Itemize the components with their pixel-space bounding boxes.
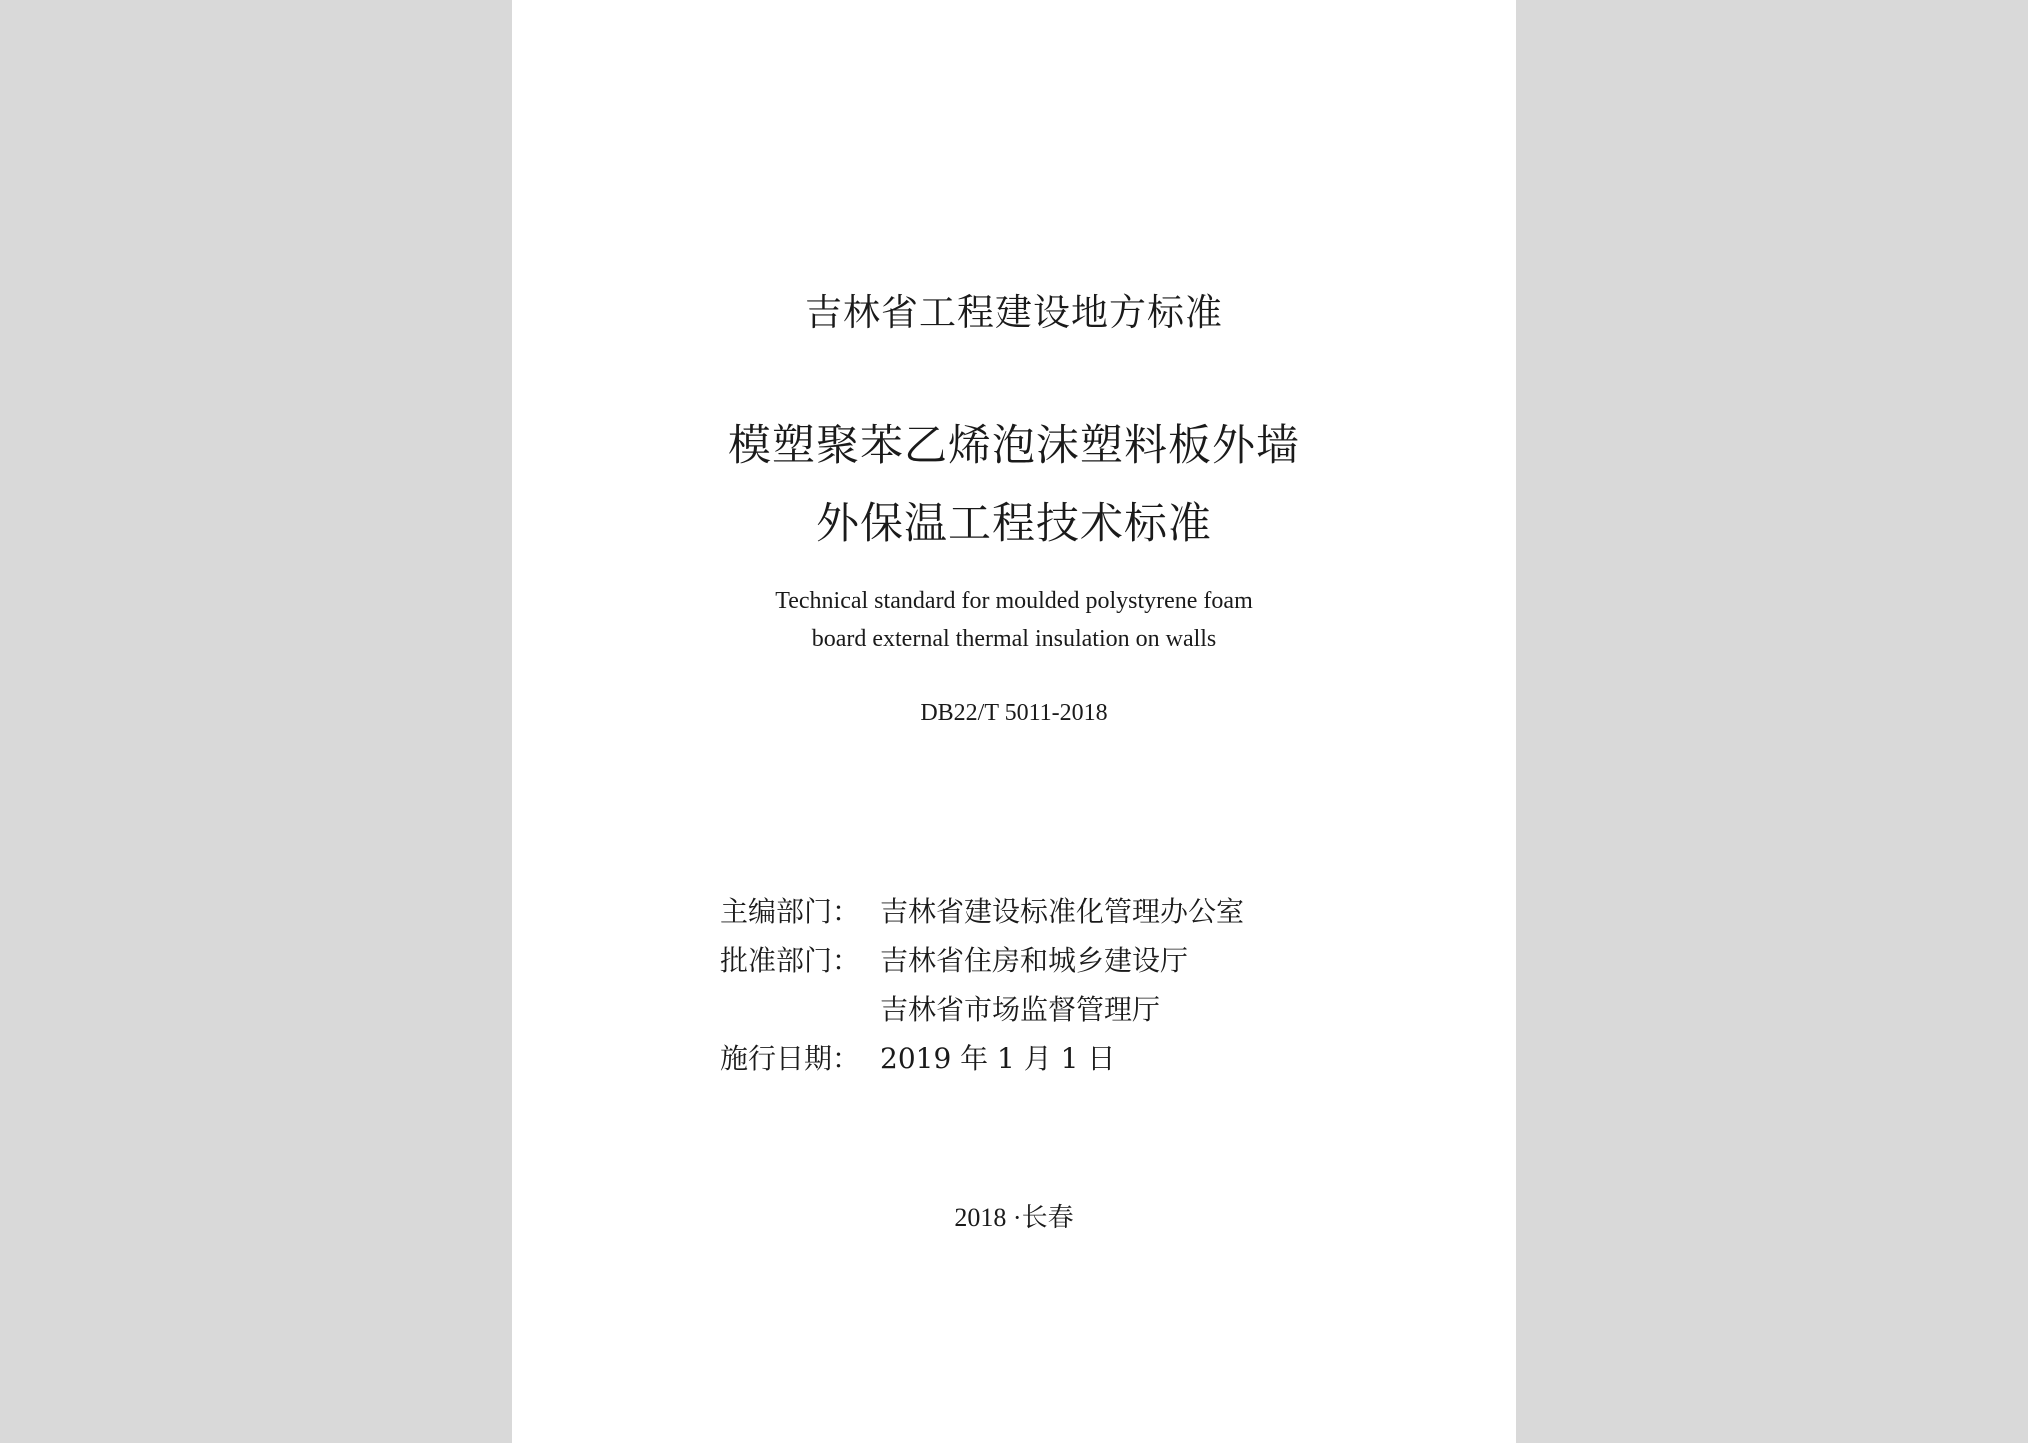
document-page [512, 0, 1516, 1443]
title-line-2: 外保温工程技术标准 [816, 499, 1212, 549]
place-year: 2018 ·长春 [954, 1203, 1074, 1232]
effective-value: 2019 年 1 月 1 日 [880, 1042, 1116, 1075]
approver-value-1: 吉林省住房和城乡建设厅 [880, 944, 1189, 977]
english-title-line-2: board external thermal insulation on walls [811, 626, 1217, 652]
english-title-line-1: Technical standard for moulded polystyrene foam [775, 588, 1253, 614]
approver-label: 批准部门： [720, 944, 861, 977]
title-line-1: 模塑聚苯乙烯泡沫塑料板外墙 [728, 421, 1300, 471]
approver-value-2: 吉林省市场监督管理厅 [880, 993, 1161, 1026]
series-title: 吉林省工程建设地方标准 [805, 291, 1223, 334]
editor-label: 主编部门： [720, 895, 861, 928]
standard-code: DB22/T 5011-2018 [920, 700, 1108, 726]
editor-value: 吉林省建设标准化管理办公室 [880, 895, 1245, 928]
effective-label: 施行日期： [720, 1042, 861, 1075]
